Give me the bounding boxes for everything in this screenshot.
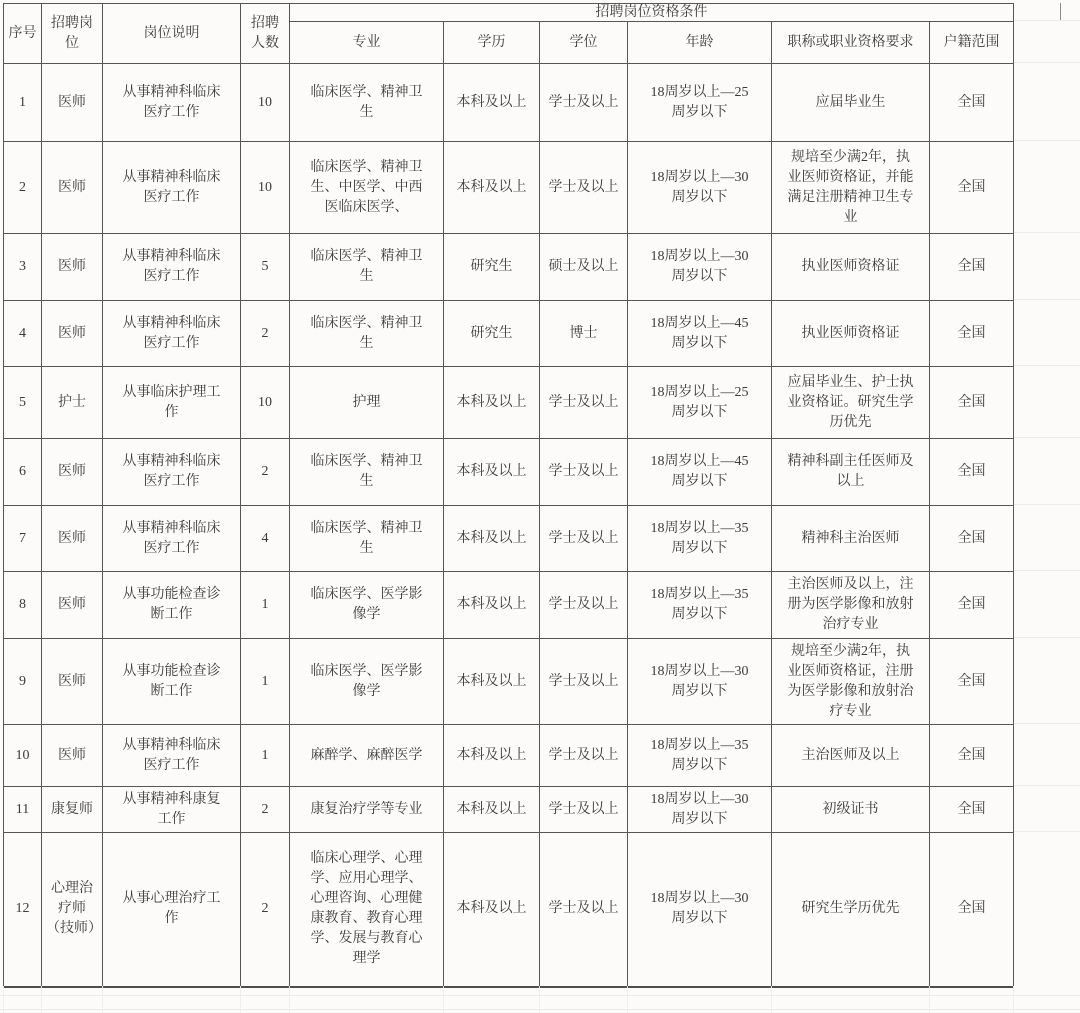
cell-education: 本科及以上 bbox=[444, 833, 540, 987]
cell-region: 全国 bbox=[930, 506, 1014, 572]
grid-extension-line bbox=[0, 1009, 1080, 1010]
cell-education: 本科及以上 bbox=[444, 506, 540, 572]
cell-region: 全国 bbox=[930, 787, 1014, 833]
cell-count: 2 bbox=[241, 439, 290, 506]
cell-serial: 9 bbox=[4, 639, 42, 725]
cell-degree: 博士 bbox=[540, 301, 628, 367]
grid-extension-line bbox=[1014, 62, 1080, 63]
cell-serial: 7 bbox=[4, 506, 42, 572]
cell-age: 18周岁以上—25周岁以下 bbox=[628, 367, 772, 439]
grid-extension-line bbox=[1014, 232, 1080, 233]
cell-position: 医师 bbox=[42, 142, 103, 234]
cell-position: 护士 bbox=[42, 367, 103, 439]
cell-position: 医师 bbox=[42, 725, 103, 787]
grid-extension-line bbox=[3, 986, 4, 1013]
cell-count: 2 bbox=[241, 301, 290, 367]
grid-extension-line bbox=[1014, 831, 1080, 832]
table-row bbox=[4, 639, 1014, 725]
header-region: 户籍范围 bbox=[930, 22, 1014, 64]
cell-education: 本科及以上 bbox=[444, 787, 540, 833]
cell-major: 麻醉学、麻醉医学 bbox=[290, 725, 444, 787]
cell-position: 心理治疗师（技师） bbox=[42, 833, 103, 987]
header-major: 专业 bbox=[290, 22, 444, 64]
cell-major: 临床心理学、心理学、应用心理学、心理咨询、心理健康教育、教育心理学、发展与教育心理学 bbox=[290, 833, 444, 987]
grid-extension-line bbox=[240, 986, 241, 1013]
table-row bbox=[4, 725, 1014, 787]
table-row bbox=[4, 367, 1014, 439]
cell-position: 医师 bbox=[42, 639, 103, 725]
cell-position: 医师 bbox=[42, 64, 103, 142]
cell-major: 康复治疗学等专业 bbox=[290, 787, 444, 833]
cell-count: 1 bbox=[241, 572, 290, 639]
cell-degree: 学士及以上 bbox=[540, 639, 628, 725]
cell-major: 临床医学、精神卫生、中医学、中西医临床医学、 bbox=[290, 142, 444, 234]
grid-extension-line bbox=[443, 986, 444, 1013]
cell-qualification: 规培至少满2年，执业医师资格证，注册为医学影像和放射治疗专业 bbox=[772, 639, 930, 725]
cell-age: 18周岁以上—35周岁以下 bbox=[628, 572, 772, 639]
grid-extension-line bbox=[1014, 20, 1080, 21]
grid-extension-line bbox=[1013, 986, 1014, 1013]
cell-major: 临床医学、精神卫生 bbox=[290, 439, 444, 506]
cell-description: 从事精神科临床医疗工作 bbox=[103, 64, 241, 142]
cell-description: 从事功能检查诊断工作 bbox=[103, 639, 241, 725]
cell-description: 从事精神科康复工作 bbox=[103, 787, 241, 833]
cell-major: 临床医学、医学影像学 bbox=[290, 639, 444, 725]
cell-count: 1 bbox=[241, 725, 290, 787]
cell-major: 临床医学、精神卫生 bbox=[290, 234, 444, 301]
cell-description: 从事心理治疗工作 bbox=[103, 833, 241, 987]
grid-extension-line bbox=[1014, 504, 1080, 505]
cell-description: 从事临床护理工作 bbox=[103, 367, 241, 439]
cell-education: 本科及以上 bbox=[444, 142, 540, 234]
cell-qualification: 规培至少满2年，执业医师资格证，并能满足注册精神卫生专业 bbox=[772, 142, 930, 234]
cell-serial: 12 bbox=[4, 833, 42, 987]
cell-serial: 1 bbox=[4, 64, 42, 142]
cell-count: 2 bbox=[241, 787, 290, 833]
cell-count: 5 bbox=[241, 234, 290, 301]
grid-extension-line bbox=[627, 986, 628, 1013]
cell-qualification: 研究生学历优先 bbox=[772, 833, 930, 987]
cell-degree: 学士及以上 bbox=[540, 833, 628, 987]
cell-serial: 10 bbox=[4, 725, 42, 787]
cell-serial: 4 bbox=[4, 301, 42, 367]
table-row bbox=[4, 64, 1014, 142]
cell-education: 本科及以上 bbox=[444, 64, 540, 142]
grid-extension-line bbox=[102, 986, 103, 1013]
cell-degree: 学士及以上 bbox=[540, 787, 628, 833]
cell-count: 1 bbox=[241, 639, 290, 725]
cell-description: 从事功能检查诊断工作 bbox=[103, 572, 241, 639]
cell-degree: 学士及以上 bbox=[540, 367, 628, 439]
cell-age: 18周岁以上—45周岁以下 bbox=[628, 439, 772, 506]
cell-region: 全国 bbox=[930, 833, 1014, 987]
grid-extension-line bbox=[1014, 365, 1080, 366]
cell-region: 全国 bbox=[930, 725, 1014, 787]
header-serial: 序号 bbox=[4, 4, 42, 64]
cell-region: 全国 bbox=[930, 64, 1014, 142]
table-row bbox=[4, 234, 1014, 301]
cell-age: 18周岁以上—35周岁以下 bbox=[628, 725, 772, 787]
cell-education: 本科及以上 bbox=[444, 639, 540, 725]
grid-extension-line bbox=[1060, 3, 1061, 20]
cell-qualification: 执业医师资格证 bbox=[772, 234, 930, 301]
grid-extension-line bbox=[289, 986, 290, 1013]
cell-position: 医师 bbox=[42, 439, 103, 506]
cell-count: 10 bbox=[241, 142, 290, 234]
cell-region: 全国 bbox=[930, 301, 1014, 367]
header-degree: 学位 bbox=[540, 22, 628, 64]
grid-extension-line bbox=[1014, 785, 1080, 786]
cell-description: 从事精神科临床医疗工作 bbox=[103, 439, 241, 506]
cell-region: 全国 bbox=[930, 142, 1014, 234]
table-row bbox=[4, 787, 1014, 833]
cell-major: 临床医学、精神卫生 bbox=[290, 64, 444, 142]
cell-region: 全国 bbox=[930, 572, 1014, 639]
header-position: 招聘岗位 bbox=[42, 4, 103, 64]
cell-description: 从事精神科临床医疗工作 bbox=[103, 234, 241, 301]
cell-major: 临床医学、精神卫生 bbox=[290, 301, 444, 367]
cell-degree: 学士及以上 bbox=[540, 64, 628, 142]
cell-count: 2 bbox=[241, 833, 290, 987]
header-qualification-group: 招聘岗位资格条件 bbox=[290, 4, 1014, 22]
cell-education: 研究生 bbox=[444, 301, 540, 367]
cell-age: 18周岁以上—30周岁以下 bbox=[628, 234, 772, 301]
cell-serial: 3 bbox=[4, 234, 42, 301]
cell-education: 本科及以上 bbox=[444, 439, 540, 506]
cell-region: 全国 bbox=[930, 234, 1014, 301]
cell-age: 18周岁以上—35周岁以下 bbox=[628, 506, 772, 572]
cell-region: 全国 bbox=[930, 439, 1014, 506]
cell-major: 临床医学、医学影像学 bbox=[290, 572, 444, 639]
cell-qualification: 精神科副主任医师及以上 bbox=[772, 439, 930, 506]
table-row bbox=[4, 301, 1014, 367]
cell-position: 医师 bbox=[42, 572, 103, 639]
cell-degree: 学士及以上 bbox=[540, 506, 628, 572]
cell-age: 18周岁以上—45周岁以下 bbox=[628, 301, 772, 367]
cell-count: 10 bbox=[241, 367, 290, 439]
cell-age: 18周岁以上—30周岁以下 bbox=[628, 833, 772, 987]
cell-serial: 11 bbox=[4, 787, 42, 833]
grid-extension-line bbox=[41, 986, 42, 1013]
cell-description: 从事精神科临床医疗工作 bbox=[103, 725, 241, 787]
cell-count: 10 bbox=[241, 64, 290, 142]
cell-serial: 8 bbox=[4, 572, 42, 639]
cell-major: 护理 bbox=[290, 367, 444, 439]
cell-education: 本科及以上 bbox=[444, 725, 540, 787]
cell-qualification: 初级证书 bbox=[772, 787, 930, 833]
table-row bbox=[4, 142, 1014, 234]
cell-degree: 学士及以上 bbox=[540, 439, 628, 506]
table-row bbox=[4, 833, 1014, 987]
cell-qualification: 精神科主治医师 bbox=[772, 506, 930, 572]
grid-extension-line bbox=[771, 986, 772, 1013]
recruitment-table bbox=[3, 3, 1014, 988]
grid-extension-line bbox=[1014, 723, 1080, 724]
grid-extension-line bbox=[929, 986, 930, 1013]
header-age: 年龄 bbox=[628, 22, 772, 64]
cell-position: 康复师 bbox=[42, 787, 103, 833]
cell-degree: 学士及以上 bbox=[540, 725, 628, 787]
cell-position: 医师 bbox=[42, 301, 103, 367]
table-row bbox=[4, 572, 1014, 639]
cell-major: 临床医学、精神卫生 bbox=[290, 506, 444, 572]
header-description: 岗位说明 bbox=[103, 4, 241, 64]
cell-qualification: 应届毕业生、护士执业资格证。研究生学历优先 bbox=[772, 367, 930, 439]
cell-age: 18周岁以上—30周岁以下 bbox=[628, 787, 772, 833]
cell-position: 医师 bbox=[42, 506, 103, 572]
cell-degree: 学士及以上 bbox=[540, 142, 628, 234]
grid-extension-line bbox=[1014, 437, 1080, 438]
cell-serial: 5 bbox=[4, 367, 42, 439]
cell-qualification: 主治医师及以上，注册为医学影像和放射治疗专业 bbox=[772, 572, 930, 639]
cell-degree: 硕士及以上 bbox=[540, 234, 628, 301]
cell-qualification: 主治医师及以上 bbox=[772, 725, 930, 787]
grid-extension-line bbox=[1014, 299, 1080, 300]
cell-age: 18周岁以上—25周岁以下 bbox=[628, 64, 772, 142]
cell-age: 18周岁以上—30周岁以下 bbox=[628, 639, 772, 725]
grid-extension-line bbox=[1014, 570, 1080, 571]
cell-education: 本科及以上 bbox=[444, 367, 540, 439]
cell-degree: 学士及以上 bbox=[540, 572, 628, 639]
cell-region: 全国 bbox=[930, 367, 1014, 439]
header-count: 招聘人数 bbox=[241, 4, 290, 64]
cell-description: 从事精神科临床医疗工作 bbox=[103, 301, 241, 367]
grid-extension-line bbox=[1014, 637, 1080, 638]
cell-education: 本科及以上 bbox=[444, 572, 540, 639]
header-education: 学历 bbox=[444, 22, 540, 64]
cell-position: 医师 bbox=[42, 234, 103, 301]
cell-serial: 6 bbox=[4, 439, 42, 506]
cell-description: 从事精神科临床医疗工作 bbox=[103, 142, 241, 234]
cell-qualification: 应届毕业生 bbox=[772, 64, 930, 142]
cell-qualification: 执业医师资格证 bbox=[772, 301, 930, 367]
grid-extension-line bbox=[1014, 140, 1080, 141]
cell-region: 全国 bbox=[930, 639, 1014, 725]
cell-description: 从事精神科临床医疗工作 bbox=[103, 506, 241, 572]
cell-education: 研究生 bbox=[444, 234, 540, 301]
cell-count: 4 bbox=[241, 506, 290, 572]
grid-extension-line bbox=[0, 995, 1080, 996]
header-qualification: 职称或职业资格要求 bbox=[772, 22, 930, 64]
grid-extension-line bbox=[539, 986, 540, 1013]
cell-serial: 2 bbox=[4, 142, 42, 234]
cell-age: 18周岁以上—30周岁以下 bbox=[628, 142, 772, 234]
table-row bbox=[4, 439, 1014, 506]
table-row bbox=[4, 506, 1014, 572]
